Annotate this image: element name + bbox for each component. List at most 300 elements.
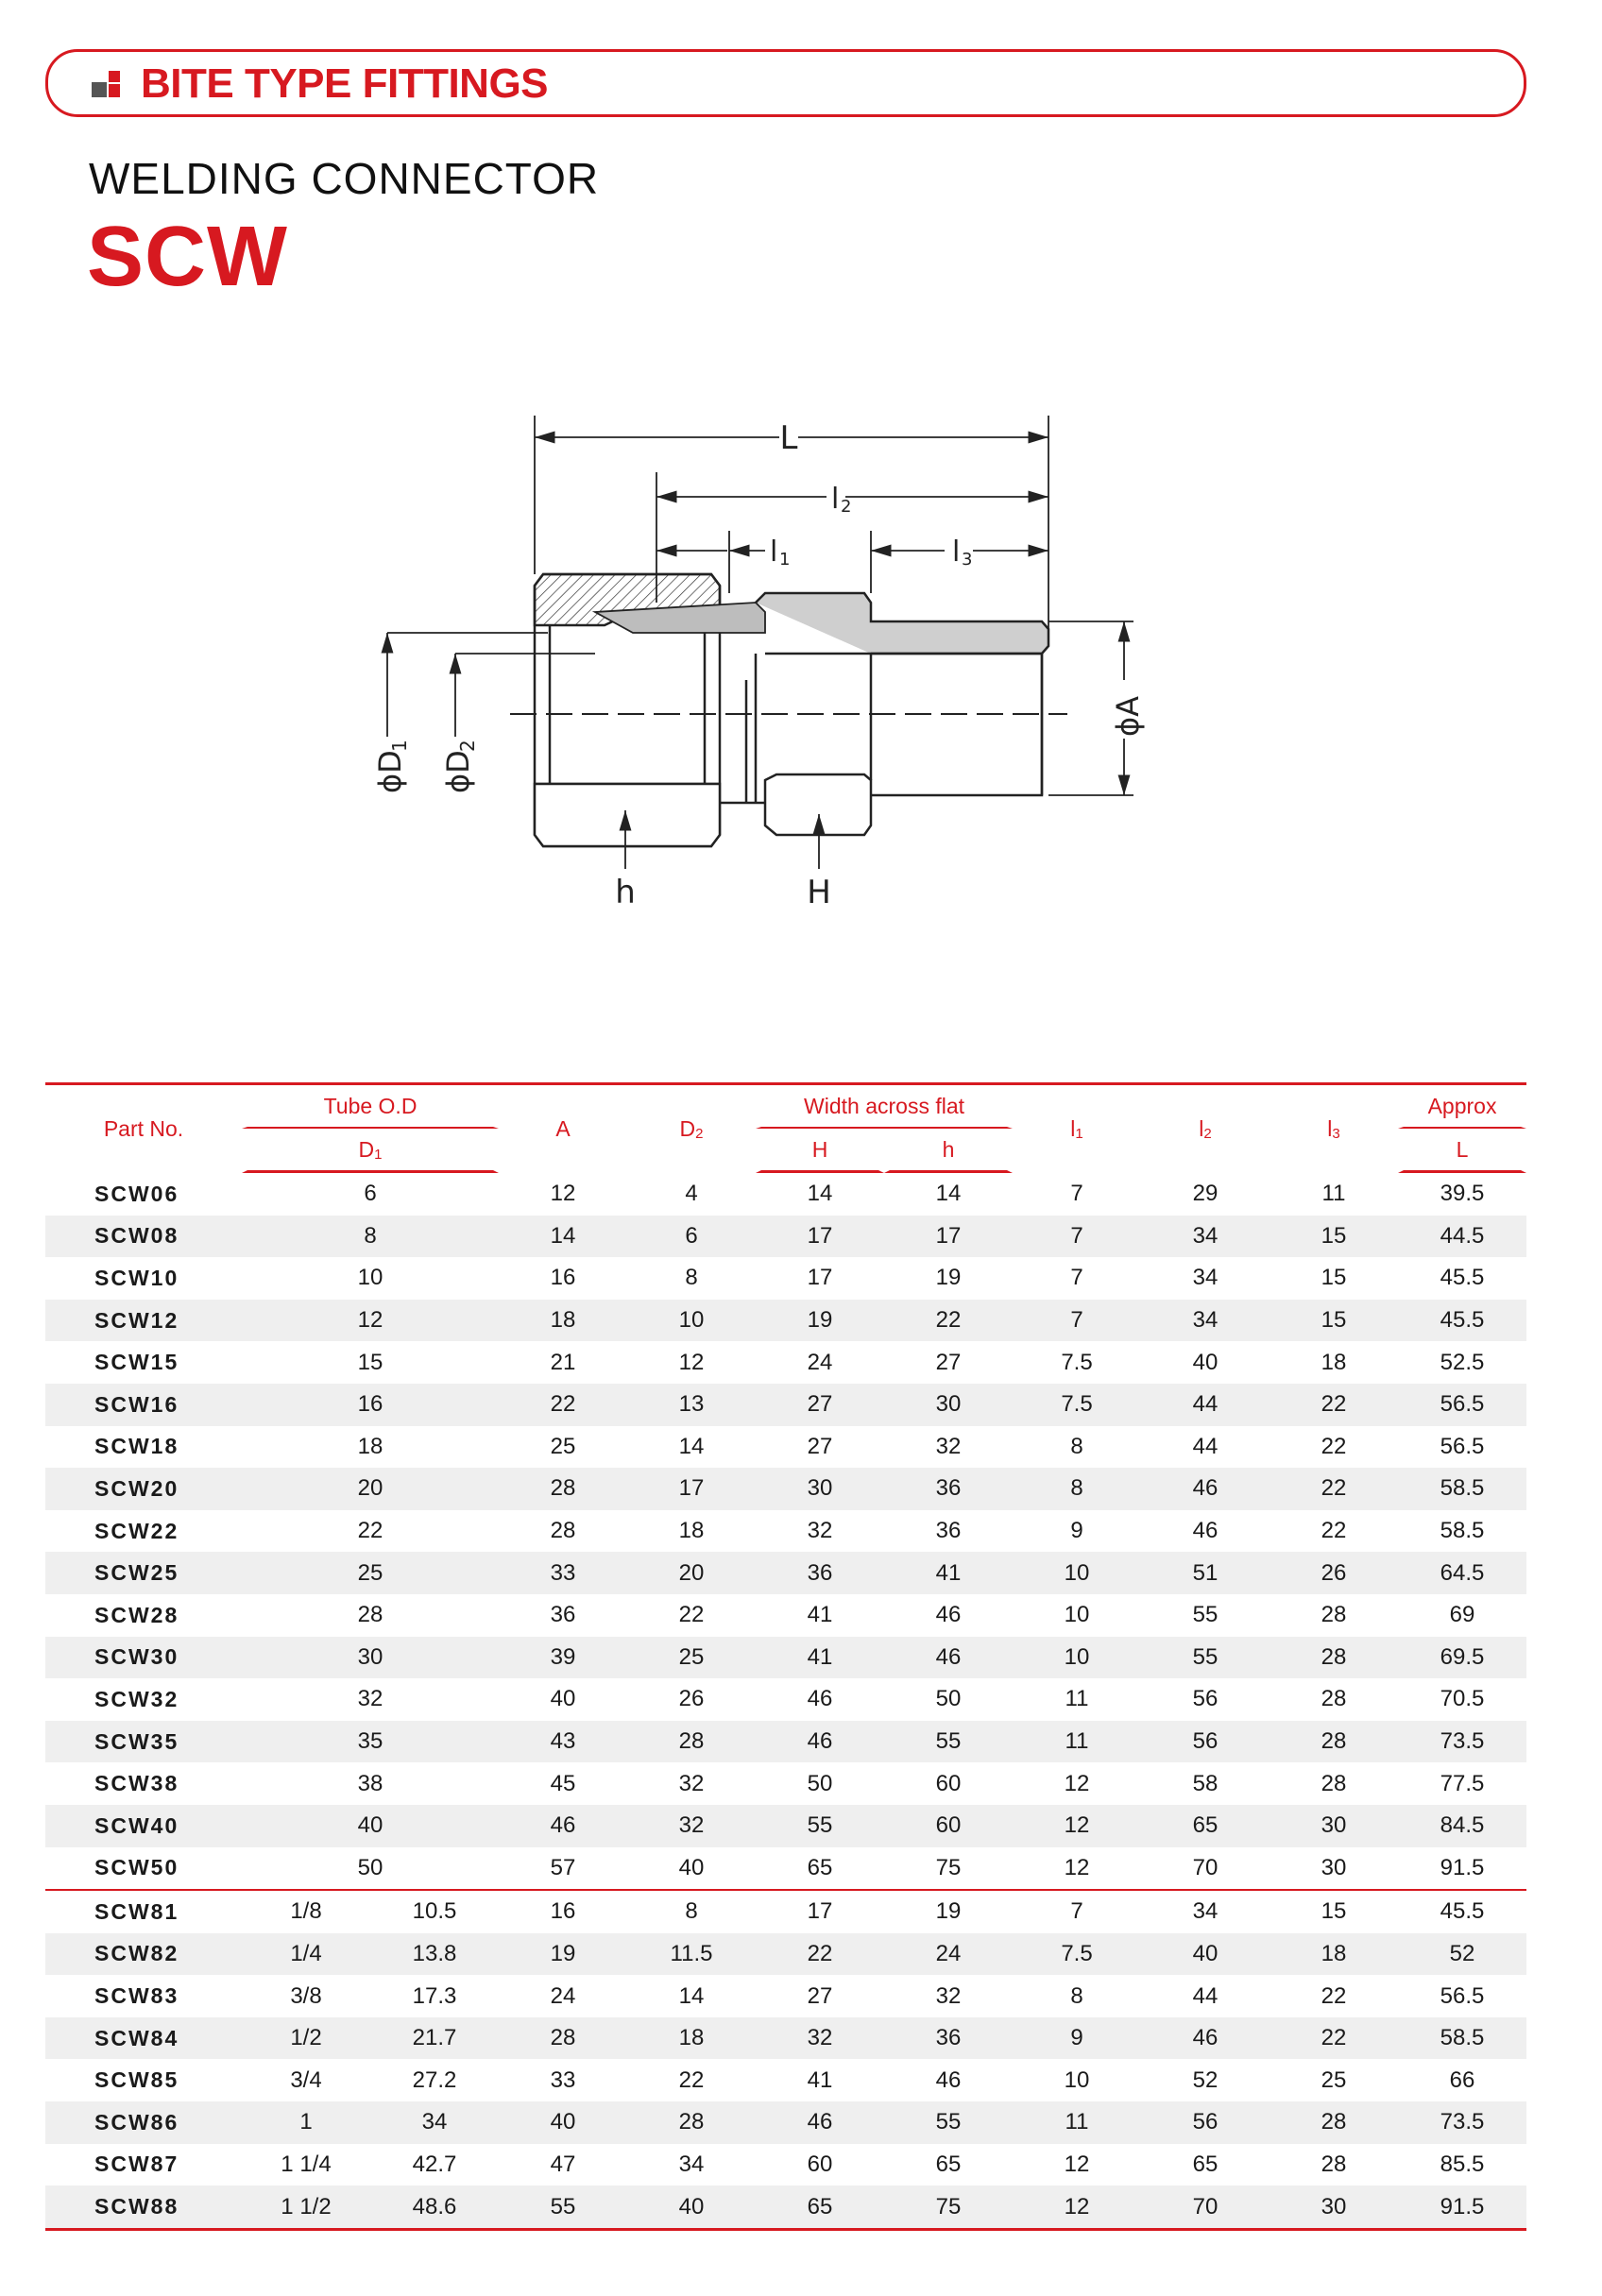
- table-cell: 14: [678, 1982, 705, 2009]
- table-cell: 8: [1013, 1468, 1141, 1510]
- table-row: [45, 1510, 1526, 1553]
- table-cell: 22: [357, 1518, 383, 1544]
- table-cell: 47: [550, 2151, 576, 2177]
- table-cell: 22: [756, 1933, 884, 1976]
- table-cell: 19: [499, 1933, 627, 1976]
- table-cell: 52: [1398, 1933, 1526, 1976]
- table-cell: 30: [884, 1384, 1013, 1426]
- dim-L: L: [779, 419, 798, 457]
- table-cell: 60: [935, 1770, 962, 1796]
- table-cell: 45.5: [1440, 1265, 1485, 1291]
- table-cell: 22: [1270, 2017, 1398, 2060]
- table-cell: 8: [1070, 1433, 1083, 1459]
- table-cell: 52: [1192, 2066, 1219, 2093]
- table-cell: 11: [1013, 1721, 1141, 1763]
- part-number: SCW81: [94, 1898, 179, 1924]
- header-part-no: Part No.: [103, 1116, 184, 1141]
- table-cell: 25: [627, 1637, 756, 1679]
- table-cell: 16: [550, 1265, 576, 1291]
- table-cell: 10: [1064, 2066, 1090, 2093]
- table-cell: 44: [1192, 1433, 1219, 1459]
- table-cell: 34: [1192, 1898, 1219, 1925]
- header-l1: l1: [1013, 1085, 1141, 1173]
- header-d2: D2: [627, 1085, 756, 1173]
- table-cell: 17: [884, 1216, 1013, 1258]
- table-row: [45, 1426, 1526, 1469]
- table-cell: 25: [1321, 2066, 1347, 2093]
- table-cell: 13.8: [370, 1933, 499, 1976]
- table-cell: 3/8: [290, 1982, 322, 2009]
- table-cell: 46: [884, 1637, 1013, 1679]
- part-number: SCW28: [94, 1602, 179, 1627]
- table-cell: 48.6: [370, 2185, 499, 2231]
- table-cell: 11: [1013, 2101, 1141, 2144]
- table-cell: 28: [627, 2101, 756, 2144]
- table-row: [45, 1847, 1526, 1892]
- table-cell: 32: [935, 1982, 962, 2009]
- dim-l3-sub: 3: [962, 550, 973, 570]
- table-cell: 26: [678, 1686, 705, 1712]
- table-cell: 75: [884, 1847, 1013, 1892]
- table-cell: 44: [1192, 1982, 1219, 2009]
- part-number: SCW82: [45, 1933, 242, 1976]
- table-cell: 36: [935, 1518, 962, 1544]
- table-cell: 1: [242, 2101, 370, 2144]
- table-cell: 20: [627, 1552, 756, 1594]
- table-cell: 14: [807, 1181, 833, 1207]
- dim-l2: l: [831, 483, 840, 516]
- table-cell: 28: [1321, 1770, 1347, 1796]
- table-cell: 65: [1141, 1805, 1270, 1847]
- table-cell: 32: [357, 1686, 383, 1712]
- table-cell: 12: [242, 1300, 499, 1342]
- table-cell: 36: [884, 2017, 1013, 2060]
- dim-h: h: [615, 874, 636, 911]
- table-cell: 84.5: [1398, 1805, 1526, 1847]
- table-cell: 28: [1321, 2151, 1347, 2177]
- table-cell: 7.5: [1013, 1933, 1141, 1976]
- table-cell: 3/4: [290, 2066, 322, 2093]
- table-cell: 27: [756, 1384, 884, 1426]
- dim-A: ϕA: [1110, 696, 1146, 737]
- table-cell: 30: [1270, 2185, 1398, 2231]
- brand-squares-icon: [92, 71, 124, 99]
- table-cell: 52.5: [1440, 1349, 1485, 1375]
- table-cell: 11: [1065, 1686, 1089, 1712]
- table-cell: 25: [550, 1433, 576, 1459]
- table-cell: 28: [550, 1518, 576, 1544]
- table-cell: 12: [1064, 2151, 1090, 2177]
- table-cell: 32: [627, 1805, 756, 1847]
- header-l3: l3: [1270, 1085, 1398, 1173]
- header-d1: D1: [242, 1129, 499, 1173]
- table-cell: 44: [1141, 1384, 1270, 1426]
- table-cell: 28: [1270, 1637, 1398, 1679]
- header-h: h: [884, 1129, 1013, 1173]
- table-cell: 18: [357, 1433, 383, 1459]
- table-cell: 46: [756, 2101, 884, 2144]
- table-cell: 69: [1449, 1602, 1475, 1628]
- part-number: SCW22: [94, 1518, 179, 1543]
- table-cell: 46: [1141, 1468, 1270, 1510]
- table-row: [45, 2101, 1526, 2144]
- table-cell: 12: [1013, 1805, 1141, 1847]
- part-number: SCW84: [45, 2017, 242, 2060]
- table-cell: 22: [678, 2066, 705, 2093]
- table-cell: 30: [756, 1468, 884, 1510]
- table-cell: 50: [242, 1847, 499, 1892]
- table-cell: 24: [807, 1349, 833, 1375]
- part-number: SCW35: [45, 1721, 242, 1763]
- dim-D2-sub: 2: [456, 740, 479, 752]
- table-cell: 7: [1070, 1181, 1083, 1207]
- table-row: [45, 1762, 1526, 1805]
- table-cell: 40: [242, 1805, 499, 1847]
- table-row: [45, 2144, 1526, 2186]
- table-row: [45, 1341, 1526, 1384]
- table-cell: 60: [884, 1805, 1013, 1847]
- part-number: SCW87: [94, 2151, 179, 2177]
- table-cell: 1 1/2: [242, 2185, 370, 2231]
- part-number: SCW16: [45, 1384, 242, 1426]
- table-cell: 14: [678, 1433, 705, 1459]
- table-cell: 41: [756, 1637, 884, 1679]
- table-row: [45, 1173, 1526, 1216]
- table-cell: 22: [1321, 1518, 1347, 1544]
- part-number: SCW38: [94, 1771, 179, 1796]
- table-cell: 11: [1321, 1181, 1346, 1207]
- dim-D1: ϕD: [372, 750, 408, 793]
- table-cell: 55: [884, 2101, 1013, 2144]
- table-cell: 24: [884, 1933, 1013, 1976]
- table-cell: 51: [1141, 1552, 1270, 1594]
- table-cell: 56: [1192, 1686, 1219, 1712]
- table-cell: 27: [807, 1433, 833, 1459]
- table-cell: 24: [550, 1982, 576, 2009]
- table-cell: 44.5: [1398, 1216, 1526, 1258]
- part-number: SCW10: [94, 1265, 179, 1290]
- table-cell: 28: [499, 2017, 627, 2060]
- part-number: SCW86: [45, 2101, 242, 2144]
- spec-table: [45, 1082, 1526, 2231]
- dim-D2: ϕD: [440, 750, 476, 793]
- table-cell: 21.7: [370, 2017, 499, 2060]
- table-cell: 77.5: [1440, 1770, 1485, 1796]
- table-cell: 58: [1192, 1770, 1219, 1796]
- table-row: [45, 2059, 1526, 2101]
- table-cell: 9: [1070, 1518, 1083, 1544]
- table-cell: 7.5: [1013, 1384, 1141, 1426]
- table-cell: 56.5: [1440, 1433, 1485, 1459]
- table-cell: 46: [807, 1686, 833, 1712]
- header-L: L: [1398, 1129, 1526, 1173]
- table-cell: 7: [1070, 1265, 1083, 1291]
- table-cell: 55: [756, 1805, 884, 1847]
- table-cell: 10: [1013, 1637, 1141, 1679]
- part-number: SCW18: [94, 1434, 179, 1459]
- table-cell: 73.5: [1398, 1721, 1526, 1763]
- table-cell: 46: [1141, 2017, 1270, 2060]
- table-cell: 28: [1270, 1721, 1398, 1763]
- table-row: [45, 1468, 1526, 1510]
- table-cell: 32: [756, 2017, 884, 2060]
- table-cell: 10: [357, 1265, 383, 1291]
- table-cell: 46: [756, 1721, 884, 1763]
- table-row: [45, 1300, 1526, 1342]
- table-cell: 28: [1321, 1686, 1347, 1712]
- part-number: SCW40: [45, 1805, 242, 1847]
- table-cell: 65: [935, 2151, 962, 2177]
- table-cell: 45.5: [1398, 1300, 1526, 1342]
- table-cell: 7.5: [1061, 1349, 1093, 1375]
- table-cell: 16: [242, 1384, 499, 1426]
- table-cell: 12: [1013, 1847, 1141, 1892]
- table-cell: 43: [499, 1721, 627, 1763]
- table-row: [45, 1594, 1526, 1637]
- table-cell: 40: [1192, 1349, 1219, 1375]
- table-cell: 22: [678, 1602, 705, 1628]
- table-cell: 34: [370, 2101, 499, 2144]
- table-cell: 15: [1270, 1300, 1398, 1342]
- table-cell: 46: [935, 2066, 962, 2093]
- table-cell: 16: [550, 1898, 576, 1925]
- table-cell: 40: [1141, 1933, 1270, 1976]
- table-cell: 33: [499, 1552, 627, 1594]
- table-cell: 40: [499, 2101, 627, 2144]
- technical-drawing: [349, 359, 1200, 926]
- table-cell: 17: [807, 1265, 833, 1291]
- table-cell: 8: [685, 1898, 698, 1925]
- table-cell: 18: [1321, 1349, 1347, 1375]
- table-cell: 1/2: [242, 2017, 370, 2060]
- table-cell: 40: [627, 2185, 756, 2231]
- dim-l1-sub: 1: [779, 550, 791, 570]
- dim-l3: l: [952, 536, 961, 569]
- part-number: SCW50: [45, 1847, 242, 1892]
- table-row: [45, 1216, 1526, 1258]
- table-cell: 39.5: [1440, 1181, 1485, 1207]
- table-row: [45, 1384, 1526, 1426]
- table-cell: 46: [935, 1602, 962, 1628]
- table-cell: 6: [364, 1181, 377, 1207]
- table-row: [45, 1678, 1526, 1721]
- table-cell: 40: [627, 1847, 756, 1892]
- table-row: [45, 1721, 1526, 1763]
- inch-rows: [45, 1891, 1526, 2231]
- table-cell: 70: [1141, 1847, 1270, 1892]
- table-cell: 39: [499, 1637, 627, 1679]
- table-cell: 22: [499, 1384, 627, 1426]
- header-a: A: [499, 1085, 627, 1173]
- table-cell: 7: [1070, 1898, 1083, 1925]
- table-cell: 65: [756, 2185, 884, 2231]
- part-number: SCW20: [45, 1468, 242, 1510]
- table-row: [45, 2185, 1526, 2231]
- table-cell: 8: [685, 1265, 698, 1291]
- table-cell: 41: [884, 1552, 1013, 1594]
- table-cell: 1 1/4: [281, 2151, 332, 2177]
- table-cell: 42.7: [412, 2151, 457, 2177]
- table-cell: 6: [627, 1216, 756, 1258]
- table-cell: 46: [1192, 1518, 1219, 1544]
- table-cell: 70: [1141, 2185, 1270, 2231]
- table-cell: 11.5: [627, 1933, 756, 1976]
- part-number: SCW83: [94, 1983, 179, 2009]
- header-width-across-flat: Width across flat: [756, 1085, 1013, 1129]
- table-cell: 13: [627, 1384, 756, 1426]
- table-cell: 10: [627, 1300, 756, 1342]
- table-cell: 34: [1192, 1265, 1219, 1291]
- table-cell: 22: [884, 1300, 1013, 1342]
- table-cell: 22: [1321, 1982, 1347, 2009]
- table-cell: 35: [242, 1721, 499, 1763]
- table-cell: 17.3: [412, 1982, 457, 2009]
- part-number: SCW12: [45, 1300, 242, 1342]
- table-cell: 60: [807, 2151, 833, 2177]
- table-cell: 7: [1013, 1300, 1141, 1342]
- dim-l2-sub: 2: [841, 497, 852, 517]
- table-cell: 28: [357, 1602, 383, 1628]
- table-cell: 30: [1270, 1805, 1398, 1847]
- table-cell: 56: [1141, 1721, 1270, 1763]
- table-cell: 15: [1321, 1265, 1347, 1291]
- part-number: SCW15: [94, 1350, 179, 1375]
- table-cell: 38: [357, 1770, 383, 1796]
- section-title: BITE TYPE FITTINGS: [141, 60, 549, 107]
- table-cell: 15: [357, 1349, 383, 1375]
- table-cell: 32: [935, 1433, 962, 1459]
- table-cell: 28: [1321, 1602, 1347, 1628]
- table-cell: 34: [678, 2151, 705, 2177]
- header-banner: [45, 49, 1526, 117]
- table-cell: 65: [756, 1847, 884, 1892]
- table-cell: 19: [935, 1898, 962, 1925]
- table-cell: 19: [935, 1265, 962, 1291]
- table-cell: 64.5: [1398, 1552, 1526, 1594]
- table-cell: 57: [499, 1847, 627, 1892]
- table-cell: 1/8: [290, 1898, 322, 1925]
- part-number: SCW30: [45, 1637, 242, 1679]
- table-cell: 1/4: [242, 1933, 370, 1976]
- table-cell: 15: [1321, 1898, 1347, 1925]
- table-cell: 10: [1013, 1552, 1141, 1594]
- table-cell: 65: [1192, 2151, 1219, 2177]
- table-cell: 28: [499, 1468, 627, 1510]
- table-cell: 26: [1270, 1552, 1398, 1594]
- table-cell: 7: [1013, 1216, 1141, 1258]
- product-code: SCW: [87, 210, 288, 304]
- table-cell: 69.5: [1398, 1637, 1526, 1679]
- table-cell: 58.5: [1398, 1468, 1526, 1510]
- table-cell: 36: [756, 1552, 884, 1594]
- table-cell: 50: [807, 1770, 833, 1796]
- table-cell: 15: [1270, 1216, 1398, 1258]
- table-cell: 70.5: [1440, 1686, 1485, 1712]
- table-cell: 55: [1192, 1602, 1219, 1628]
- table-cell: 46: [499, 1805, 627, 1847]
- table-cell: 36: [884, 1468, 1013, 1510]
- table-cell: 56.5: [1398, 1384, 1526, 1426]
- part-number: SCW32: [94, 1686, 179, 1711]
- table-cell: 29: [1192, 1181, 1219, 1207]
- table-cell: 27.2: [412, 2066, 457, 2093]
- table-cell: 55: [1141, 1637, 1270, 1679]
- table-cell: 91.5: [1398, 1847, 1526, 1892]
- table-cell: 10.5: [412, 1898, 457, 1925]
- dim-H: H: [807, 874, 831, 911]
- header-approx: Approx: [1398, 1085, 1526, 1129]
- table-row: [45, 2017, 1526, 2060]
- table-cell: 10: [1064, 1602, 1090, 1628]
- table-cell: 28: [627, 1721, 756, 1763]
- table-cell: 73.5: [1398, 2101, 1526, 2144]
- header-tube-od: Tube O.D: [242, 1085, 499, 1129]
- table-cell: 27: [935, 1349, 962, 1375]
- table-cell: 55: [884, 1721, 1013, 1763]
- header-H: H: [756, 1129, 884, 1173]
- table-row: [45, 1257, 1526, 1300]
- table-row: [45, 1805, 1526, 1847]
- table-row: [45, 1891, 1526, 1933]
- table-cell: 18: [627, 2017, 756, 2060]
- table-cell: 85.5: [1440, 2151, 1485, 2177]
- table-cell: 36: [550, 1602, 576, 1628]
- table-cell: 8: [242, 1216, 499, 1258]
- table-cell: 58.5: [1398, 2017, 1526, 2060]
- metric-rows: [45, 1173, 1526, 1891]
- table-row: [45, 1975, 1526, 2017]
- table-cell: 75: [884, 2185, 1013, 2231]
- table-cell: 17: [627, 1468, 756, 1510]
- table-cell: 22: [1270, 1384, 1398, 1426]
- table-cell: 56.5: [1440, 1982, 1485, 2009]
- table-cell: 18: [499, 1300, 627, 1342]
- table-cell: 28: [1270, 2101, 1398, 2144]
- header-l2: l2: [1141, 1085, 1270, 1173]
- table-cell: 18: [678, 1518, 705, 1544]
- dim-l1: l: [770, 536, 778, 569]
- table-cell: 66: [1449, 2066, 1475, 2093]
- table-row: [45, 1552, 1526, 1594]
- table-cell: 17: [756, 1216, 884, 1258]
- table-cell: 58.5: [1440, 1518, 1485, 1544]
- part-number: SCW85: [94, 2067, 179, 2093]
- part-number: SCW88: [45, 2185, 242, 2231]
- table-cell: 20: [242, 1468, 499, 1510]
- table-cell: 33: [550, 2066, 576, 2093]
- table-cell: 30: [242, 1637, 499, 1679]
- table-cell: 40: [550, 1686, 576, 1712]
- table-cell: 56: [1141, 2101, 1270, 2144]
- table-cell: 14: [499, 1216, 627, 1258]
- part-number: SCW06: [94, 1181, 179, 1206]
- table-cell: 32: [807, 1518, 833, 1544]
- table-row: [45, 1933, 1526, 1976]
- table-cell: 25: [242, 1552, 499, 1594]
- table-cell: 41: [807, 1602, 833, 1628]
- table-cell: 12: [1013, 2185, 1141, 2231]
- table-cell: 34: [1141, 1216, 1270, 1258]
- table-cell: 19: [756, 1300, 884, 1342]
- table-row: [45, 1637, 1526, 1679]
- table-cell: 18: [1270, 1933, 1398, 1976]
- product-name: WELDING CONNECTOR: [89, 154, 600, 203]
- part-number: SCW25: [45, 1552, 242, 1594]
- table-cell: 9: [1013, 2017, 1141, 2060]
- table-cell: 45.5: [1440, 1898, 1485, 1925]
- table-cell: 22: [1270, 1468, 1398, 1510]
- table-cell: 21: [550, 1349, 576, 1375]
